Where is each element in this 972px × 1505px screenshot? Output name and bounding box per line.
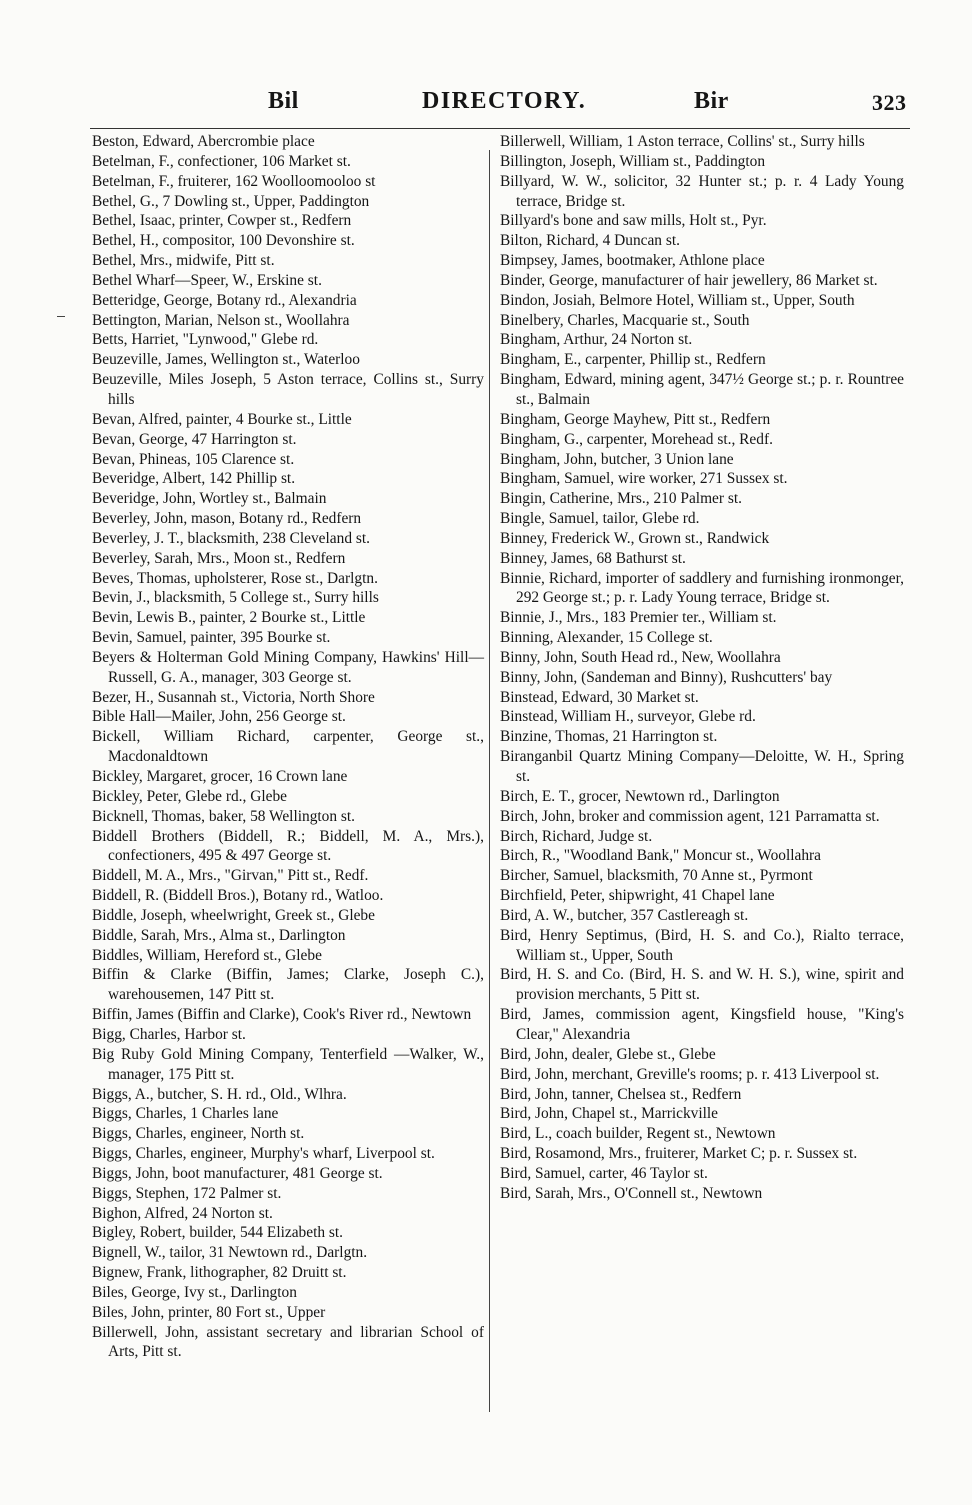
directory-entry: Binnie, Richard, importer of saddlery and furnishing ironmonger, 292 George st.; p. r. Lady Young terrace, Bridge st.	[500, 569, 904, 607]
directory-entry: Billerwell, William, 1 Aston terrace, Collins' st., Surry hills	[500, 133, 865, 150]
directory-entry: Bingham, E., carpenter, Phillip st., Redfern	[500, 351, 766, 369]
directory-entry: Bingham, Samuel, wire worker, 271 Sussex st.	[500, 470, 788, 488]
directory-entry: Birch, R., "Woodland Bank," Moncur st., Woollahra	[500, 847, 821, 865]
directory-entry: Bird, A. W., butcher, 357 Castlereagh st.	[500, 906, 749, 924]
directory-entry: Birchfield, Peter, shipwright, 41 Chapel lane	[500, 887, 775, 905]
directory-entry: Bird, Rosamond, Mrs., fruiterer, Market C; p. r. Sussex st.	[500, 1145, 858, 1163]
directory-entry: Birch, E. T., grocer, Newtown rd., Darlington	[500, 787, 780, 805]
directory-entry: Billyard's bone and saw mills, Holt st., Pyr.	[500, 212, 767, 230]
directory-entry: Bethel, G., 7 Dowling st., Upper, Paddington	[92, 192, 370, 210]
directory-entry: Bird, Henry Septimus, (Bird, H. S. and Co.), Rialto terrace, William st., Upper, South	[500, 926, 904, 964]
directory-entry: Bignell, W., tailor, 31 Newtown rd., Darlgtn.	[92, 1244, 368, 1262]
directory-entry: Biddell, M. A., Mrs., "Girvan," Pitt st., Redf.	[92, 867, 369, 885]
directory-entry: Billington, Joseph, William st., Paddington	[500, 152, 766, 170]
directory-entry: Biranganbil Quartz Mining Company—Deloitte, W. H., Spring st.	[500, 748, 904, 785]
directory-entry: Bird, John, Chapel st., Marrickville	[500, 1105, 719, 1123]
directory-entry: Bingin, Catherine, Mrs., 210 Palmer st.	[500, 490, 742, 508]
directory-entry: Bevan, George, 47 Harrington st.	[92, 430, 297, 448]
directory-entry: Bevin, Samuel, painter, 395 Bourke st.	[92, 629, 331, 647]
directory-entry: Beverley, J. T., blacksmith, 238 Cleveland st.	[92, 529, 370, 547]
header-title: DIRECTORY.	[422, 88, 587, 114]
directory-entry: Birch, John, broker and commission agent, 121 Parramatta st.	[500, 807, 880, 825]
directory-entry: Binney, Frederick W., Grown st., Randwick	[500, 529, 770, 547]
directory-entry: Biles, George, Ivy st., Darlington	[92, 1283, 297, 1301]
directory-entry: Bethel, Isaac, printer, Cowper st., Redfern	[92, 212, 352, 230]
directory-entry: Billerwell, John, assistant secretary and librarian School of Arts, Pitt st.	[92, 1323, 484, 1361]
directory-entry: Bilton, Richard, 4 Duncan st.	[500, 232, 680, 250]
directory-entry: Binnie, J., Mrs., 183 Premier ter., William st.	[500, 609, 777, 627]
directory-entry: Bethel, Mrs., midwife, Pitt st.	[92, 252, 275, 270]
directory-entry: Binstead, Edward, 30 Market st.	[500, 688, 699, 706]
directory-entry: Beyers & Holterman Gold Mining Company, Hawkins' Hill—Russell, G. A., manager, 303 George st.	[92, 648, 484, 686]
directory-entry: Bingham, Edward, mining agent, 347½ George st.; p. r. Rountree st., Balmain	[500, 371, 904, 408]
directory-entry: Bethel, H., compositor, 100 Devonshire st.	[92, 232, 355, 250]
directory-entry: Bethel Wharf—Speer, W., Erskine st.	[92, 271, 322, 289]
directory-entry: Beveridge, Albert, 142 Phillip st.	[92, 470, 296, 488]
directory-entry: Biddle, Joseph, wheelwright, Greek st., Glebe	[92, 906, 375, 924]
directory-entry: Beverley, John, mason, Botany rd., Redfern	[92, 510, 362, 528]
directory-entry: Binzine, Thomas, 21 Harrington st.	[500, 728, 718, 746]
directory-entry: Birch, Richard, Judge st.	[500, 827, 653, 845]
directory-entry: Betelman, F., confectioner, 106 Market st.	[92, 152, 351, 170]
directory-entry: Bird, Sarah, Mrs., O'Connell st., Newtown	[500, 1184, 763, 1202]
directory-entry: Biggs, John, boot manufacturer, 481 George st.	[92, 1164, 383, 1182]
directory-entry: Billyard, W. W., solicitor, 32 Hunter st.; p. r. 4 Lady Young terrace, Bridge st.	[500, 172, 904, 210]
directory-entry: Bickley, Peter, Glebe rd., Glebe	[92, 787, 287, 805]
directory-entry: Bird, H. S. and Co. (Bird, H. S. and W. H. S.), wine, spirit and provision merchants, 5 Pitt st.	[500, 966, 904, 1004]
directory-entry: Bird, John, dealer, Glebe st., Glebe	[500, 1045, 716, 1063]
directory-entry: Bircher, Samuel, blacksmith, 70 Anne st., Pyrmont	[500, 867, 813, 885]
directory-entry: Bickley, Margaret, grocer, 16 Crown lane	[92, 768, 348, 785]
right-column	[500, 132, 904, 1204]
directory-entry: Biggs, A., butcher, S. H. rd., Old., Wlhra.	[92, 1085, 347, 1103]
directory-entry: Binning, Alexander, 15 College st.	[500, 629, 713, 647]
directory-entry: Big Ruby Gold Mining Company, Tenterfield —Walker, W., manager, 175 Pitt st.	[92, 1045, 484, 1083]
directory-entry: Bingham, John, butcher, 3 Union lane	[500, 450, 734, 468]
header-left-guide-word: Bil	[268, 88, 299, 114]
directory-entry: Beuzeville, Miles Joseph, 5 Aston terrace, Collins st., Surry hills	[92, 371, 484, 408]
directory-entry: Bimpsey, James, bootmaker, Athlone place	[500, 252, 765, 270]
directory-entry: Beveridge, John, Wortley st., Balmain	[92, 490, 327, 508]
directory-entry: Biggs, Charles, engineer, North st.	[92, 1125, 305, 1143]
directory-entry: Biffin, James (Biffin and Clarke), Cook's River rd., Newtown	[92, 1006, 472, 1024]
directory-entry: Binstead, William H., surveyor, Glebe rd.	[500, 708, 756, 726]
directory-entry: Bevan, Alfred, painter, 4 Bourke st., Little	[92, 410, 352, 428]
directory-entry: Bird, John, tanner, Chelsea st., Redfern	[500, 1085, 742, 1103]
directory-entry: Bible Hall—Mailer, John, 256 George st.	[92, 708, 346, 726]
page-number: 323	[872, 90, 907, 115]
header-rule	[90, 128, 910, 129]
directory-entry: Binny, John, (Sandeman and Binny), Rushcutters' bay	[500, 668, 833, 686]
directory-entry: Bezer, H., Susannah st., Victoria, North Shore	[92, 688, 375, 706]
directory-entry: Beverley, Sarah, Mrs., Moon st., Redfern	[92, 549, 346, 567]
directory-entry: Bingle, Samuel, tailor, Glebe rd.	[500, 510, 700, 528]
directory-entry: Beves, Thomas, upholsterer, Rose st., Darlgtn.	[92, 569, 378, 587]
directory-entry: Bigg, Charles, Harbor st.	[92, 1025, 246, 1043]
header-right-guide-word: Bir	[694, 88, 729, 114]
directory-entry: Bicknell, Thomas, baker, 58 Wellington st.	[92, 807, 356, 825]
directory-entry: Bird, L., coach builder, Regent st., Newtown	[500, 1125, 776, 1143]
directory-entry: Binney, James, 68 Bathurst st.	[500, 549, 686, 567]
directory-entry: Binder, George, manufacturer of hair jewellery, 86 Market st.	[500, 271, 878, 289]
directory-entry: Betteridge, George, Botany rd., Alexandria	[92, 291, 357, 309]
directory-entry: Biddell Brothers (Biddell, R.; Biddell, M. A., Mrs.), confectioners, 495 & 497 George st.	[92, 827, 484, 865]
directory-entry: Biggs, Charles, engineer, Murphy's wharf, Liverpool st.	[92, 1145, 435, 1163]
margin-mark	[57, 316, 65, 317]
directory-entry: Biggs, Stephen, 172 Palmer st.	[92, 1184, 282, 1202]
directory-entry: Biggs, Charles, 1 Charles lane	[92, 1105, 279, 1123]
directory-entry: Beston, Edward, Abercrombie place	[92, 133, 315, 150]
directory-entry: Bingham, G., carpenter, Morehead st., Redf.	[500, 430, 773, 448]
directory-entry: Betelman, F., fruiterer, 162 Woolloomooloo st	[92, 172, 376, 190]
directory-entry: Biddle, Sarah, Mrs., Alma st., Darlington	[92, 926, 346, 944]
directory-entry: Bignew, Frank, lithographer, 82 Druitt st.	[92, 1264, 347, 1282]
directory-entry: Biddell, R. (Biddell Bros.), Botany rd., Watloo.	[92, 887, 384, 905]
directory-entry: Bird, John, merchant, Greville's rooms; p. r. 413 Liverpool st.	[500, 1065, 880, 1083]
page-header	[0, 88, 972, 128]
directory-entry: Biddles, William, Hereford st., Glebe	[92, 946, 322, 964]
left-column	[92, 132, 484, 1362]
directory-entry: Bird, Samuel, carter, 46 Taylor st.	[500, 1164, 708, 1182]
directory-entry: Bevin, J., blacksmith, 5 College st., Surry hills	[92, 589, 379, 607]
directory-entry: Bighon, Alfred, 24 Norton st.	[92, 1204, 273, 1222]
directory-entry: Betts, Harriet, "Lynwood," Glebe rd.	[92, 331, 319, 349]
directory-entry: Bingham, Arthur, 24 Norton st.	[500, 331, 693, 349]
directory-entry: Bird, James, commission agent, Kingsfield house, "King's Clear," Alexandria	[500, 1006, 904, 1043]
directory-entry: Bevin, Lewis B., painter, 2 Bourke st., Little	[92, 609, 366, 627]
directory-entry: Binelbery, Charles, Macquarie st., South	[500, 311, 750, 329]
directory-entry: Bevan, Phineas, 105 Clarence st.	[92, 450, 295, 468]
directory-entry: Binny, John, South Head rd., New, Woollahra	[500, 648, 781, 666]
directory-entry: Bindon, Josiah, Belmore Hotel, William st., Upper, South	[500, 291, 855, 309]
directory-entry: Biffin & Clarke (Biffin, James; Clarke, Joseph C.), warehousemen, 147 Pitt st.	[92, 966, 484, 1004]
directory-entry: Bickell, William Richard, carpenter, George st., Macdonaldtown	[92, 728, 484, 766]
column-divider	[489, 150, 490, 1412]
directory-entry: Beuzeville, James, Wellington st., Waterloo	[92, 351, 360, 369]
directory-entry: Bingham, George Mayhew, Pitt st., Redfern	[500, 410, 771, 428]
directory-entry: Bettington, Marian, Nelson st., Woollahra	[92, 311, 350, 329]
directory-entry: Bigley, Robert, builder, 544 Elizabeth st.	[92, 1224, 343, 1242]
directory-entry: Biles, John, printer, 80 Fort st., Upper	[92, 1303, 326, 1321]
